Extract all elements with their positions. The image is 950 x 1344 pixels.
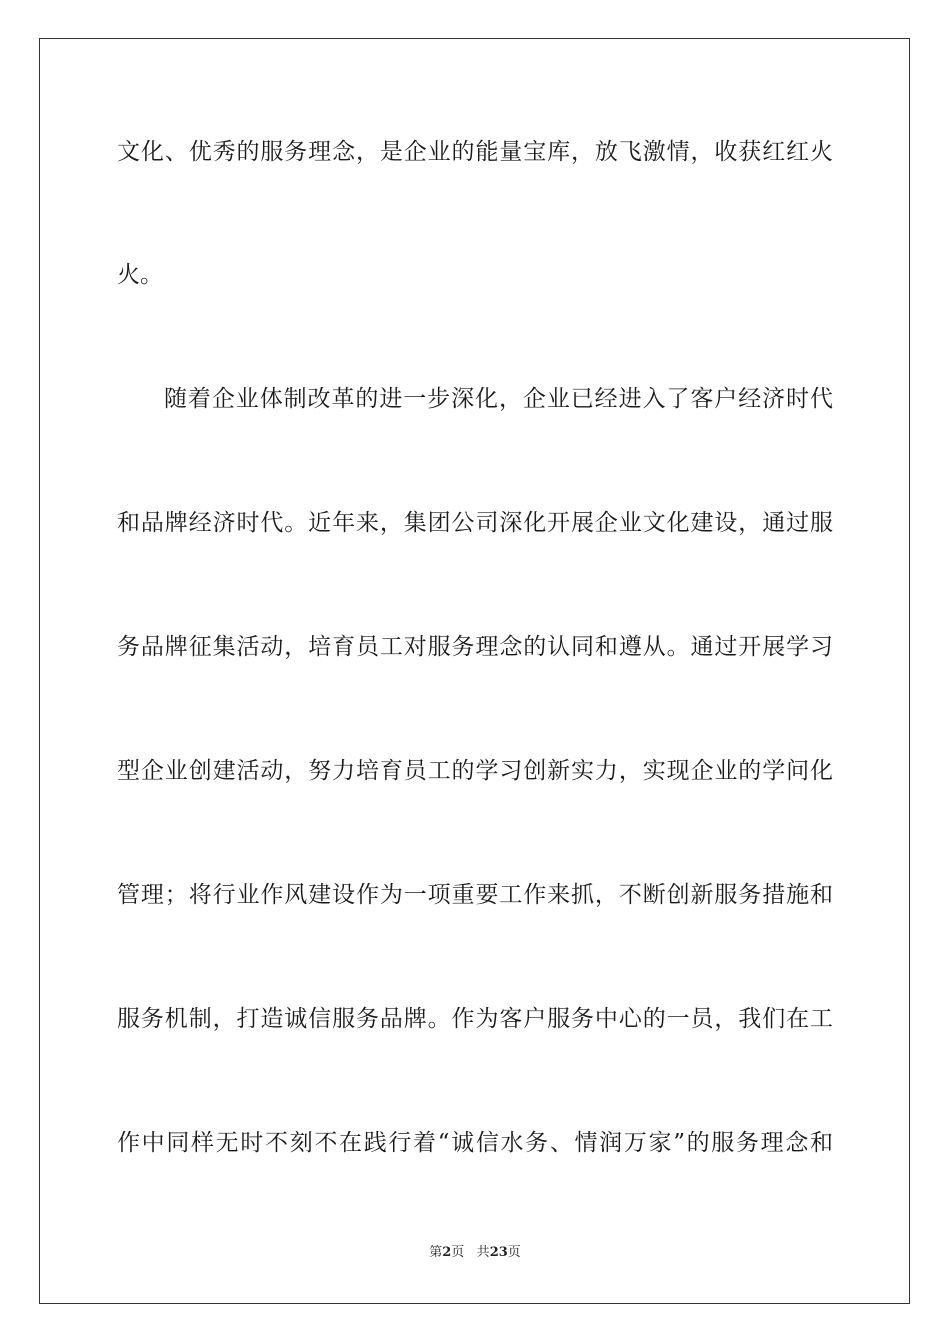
body-line-2: 火。 xyxy=(117,262,163,288)
body-line-5: 务品牌征集活动，培育员工对服务理念的认同和遵从。通过开展学习 xyxy=(117,634,833,660)
footer-total-prefix: 共 xyxy=(476,1245,490,1260)
body-line-1: 文化、优秀的服务理念，是企业的能量宝库，放飞激情，收获红红火 xyxy=(117,139,833,165)
footer-total-suffix: 页 xyxy=(507,1245,521,1260)
page-footer xyxy=(0,1245,950,1261)
body-line-9: 作中同样无时不刻不在践行着“诚信水务、情润万家”的服务理念和 xyxy=(117,1130,833,1156)
body-line-8: 服务机制，打造诚信服务品牌。作为客户服务中心的一员，我们在工 xyxy=(117,1006,833,1032)
footer-page-number: 2 xyxy=(442,1245,452,1260)
body-line-4: 和品牌经济时代。近年来，集团公司深化开展企业文化建设，通过服 xyxy=(117,510,833,536)
footer-page-suffix: 页 xyxy=(451,1245,465,1260)
body-line-7: 管理；将行业作风建设作为一项重要工作来抓，不断创新服务措施和 xyxy=(117,882,833,908)
page-frame xyxy=(39,38,910,1304)
footer-total-pages: 23 xyxy=(489,1245,508,1260)
footer-page-prefix: 第 xyxy=(429,1245,443,1260)
body-line-6: 型企业创建活动，努力培育员工的学习创新实力，实现企业的学问化 xyxy=(117,758,833,784)
body-line-3: 随着企业体制改革的进一步深化，企业已经进入了客户经济时代 xyxy=(164,386,833,412)
